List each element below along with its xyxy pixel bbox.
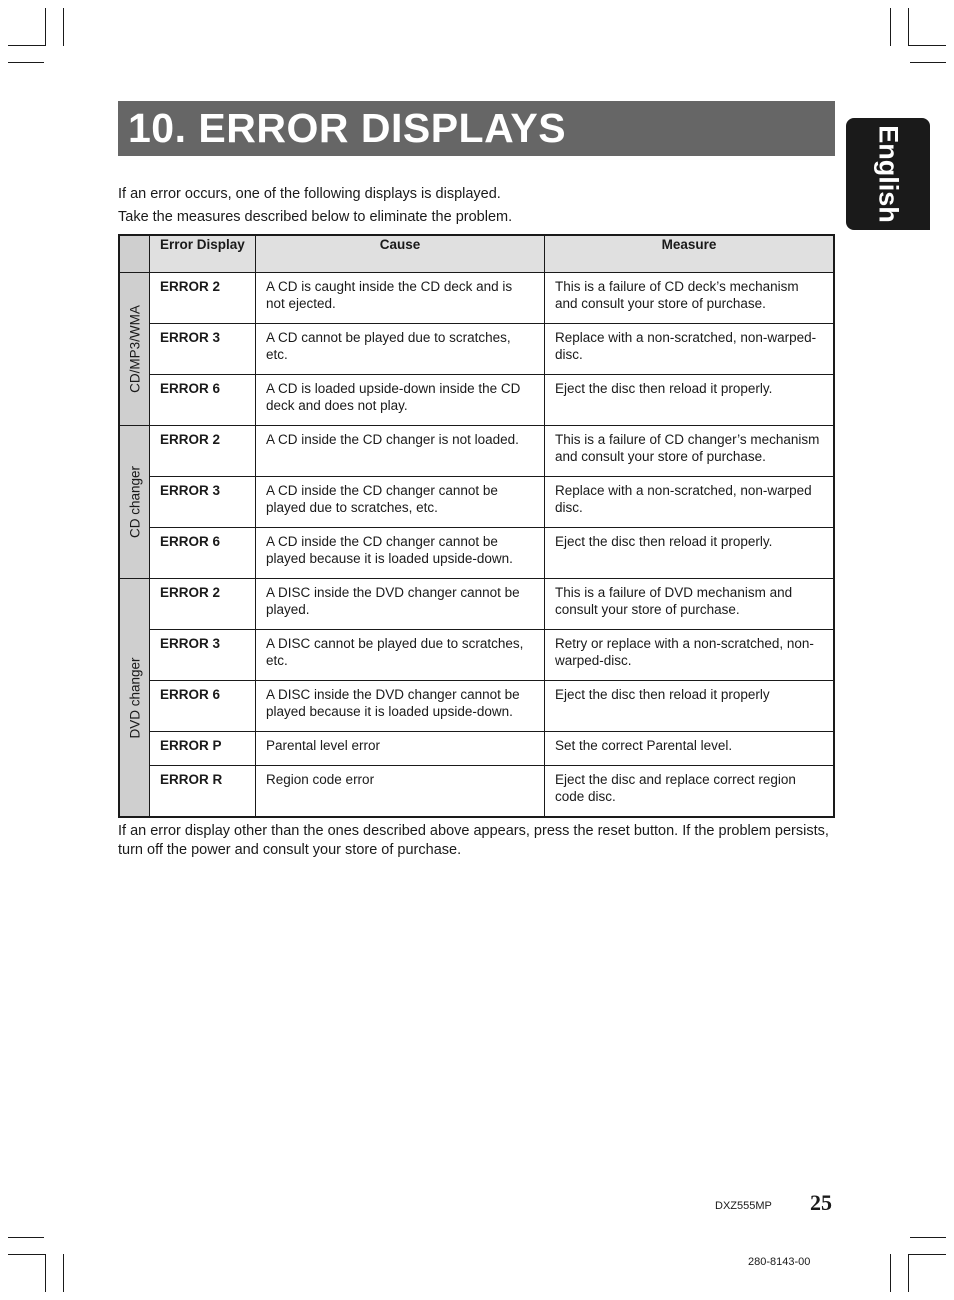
error-cause: A CD inside the CD changer is not loaded. (256, 426, 545, 477)
header-cause: Cause (256, 235, 545, 273)
crop-mark (908, 45, 946, 46)
table-row (119, 528, 834, 579)
table-row (119, 324, 834, 375)
table-row (119, 477, 834, 528)
table-row (119, 766, 834, 818)
language-tab-label: English (873, 125, 904, 223)
intro-line: If an error occurs, one of the following displays is displayed. (118, 186, 501, 202)
error-measure: Eject the disc then reload it properly. (545, 528, 835, 579)
error-code: ERROR 3 (150, 324, 256, 375)
header-error-display: Error Display (150, 235, 256, 273)
crop-mark (908, 1254, 909, 1292)
table-row (119, 681, 834, 732)
group-label-cell (119, 273, 150, 426)
crop-mark (63, 1254, 64, 1292)
error-code: ERROR 3 (150, 477, 256, 528)
error-cause: A CD cannot be played due to scratches, etc. (256, 324, 545, 375)
header-measure: Measure (545, 235, 835, 273)
crop-mark (8, 45, 46, 46)
table-row (119, 732, 834, 766)
error-cause: Region code error (256, 766, 545, 818)
error-code: ERROR 6 (150, 528, 256, 579)
group-label-cell (119, 426, 150, 579)
group-label-cell (119, 579, 150, 818)
error-measure: Eject the disc then reload it properly. (545, 375, 835, 426)
crop-mark (908, 1254, 946, 1255)
error-code: ERROR 2 (150, 273, 256, 324)
error-code: ERROR R (150, 766, 256, 818)
error-cause: A CD inside the CD changer cannot be played due to scratches, etc. (256, 477, 545, 528)
language-tab (846, 118, 930, 230)
error-measure: Replace with a non-scratched, non-warped-disc. (545, 324, 835, 375)
table-row (119, 273, 834, 324)
error-measure: Set the correct Parental level. (545, 732, 835, 766)
table-row (119, 375, 834, 426)
error-code: ERROR 6 (150, 681, 256, 732)
crop-mark (890, 8, 891, 46)
crop-mark (908, 8, 909, 46)
error-table (118, 234, 835, 818)
part-number: 280-8143-00 (748, 1256, 811, 1268)
page-title: 10. ERROR DISPLAYS (118, 101, 835, 156)
error-measure: This is a failure of DVD mechanism and consult your store of purchase. (545, 579, 835, 630)
error-measure: Retry or replace with a non-scratched, non-warped-disc. (545, 630, 835, 681)
table-row (119, 630, 834, 681)
outro-text: If an error display other than the ones described above appears, press the reset button. If the problem persists, turn off the power and consult your store of purchase. (118, 823, 829, 858)
intro-text (118, 183, 512, 229)
error-code: ERROR 2 (150, 426, 256, 477)
table-row (119, 426, 834, 477)
table-row (119, 579, 834, 630)
error-code: ERROR 3 (150, 630, 256, 681)
group-label: CD changer (127, 465, 142, 539)
error-cause: A DISC inside the DVD changer cannot be played. (256, 579, 545, 630)
error-measure: Eject the disc and replace correct region code disc. (545, 766, 835, 818)
error-code: ERROR P (150, 732, 256, 766)
table-corner (119, 235, 150, 273)
error-code: ERROR 6 (150, 375, 256, 426)
error-measure: Replace with a non-scratched, non-warped disc. (545, 477, 835, 528)
error-cause: A CD inside the CD changer cannot be played because it is loaded upside-down. (256, 528, 545, 579)
error-measure: Eject the disc then reload it properly (545, 681, 835, 732)
crop-mark (890, 1254, 891, 1292)
error-cause: A DISC cannot be played due to scratches, etc. (256, 630, 545, 681)
error-cause: A CD is loaded upside-down inside the CD deck and does not play. (256, 375, 545, 426)
crop-mark (45, 8, 46, 46)
error-cause: Parental level error (256, 732, 545, 766)
crop-mark (910, 1237, 946, 1238)
error-cause: A CD is caught inside the CD deck and is not ejected. (256, 273, 545, 324)
crop-mark (8, 1254, 46, 1255)
page-number: 25 (810, 1190, 832, 1215)
intro-line: Take the measures described below to eliminate the problem. (118, 209, 513, 225)
crop-mark (45, 1254, 46, 1292)
error-measure: This is a failure of CD deck’s mechanism and consult your store of purchase. (545, 273, 835, 324)
crop-mark (8, 1237, 44, 1238)
error-measure: This is a failure of CD changer’s mechanism and consult your store of purchase. (545, 426, 835, 477)
error-code: ERROR 2 (150, 579, 256, 630)
model-number: DXZ555MP (715, 1200, 772, 1212)
crop-mark (63, 8, 64, 46)
group-label: DVD changer (127, 656, 142, 739)
error-cause: A DISC inside the DVD changer cannot be played because it is loaded upside-down. (256, 681, 545, 732)
group-label: CD/MP3/WMA (127, 305, 142, 393)
crop-mark (8, 62, 44, 63)
crop-mark (910, 62, 946, 63)
